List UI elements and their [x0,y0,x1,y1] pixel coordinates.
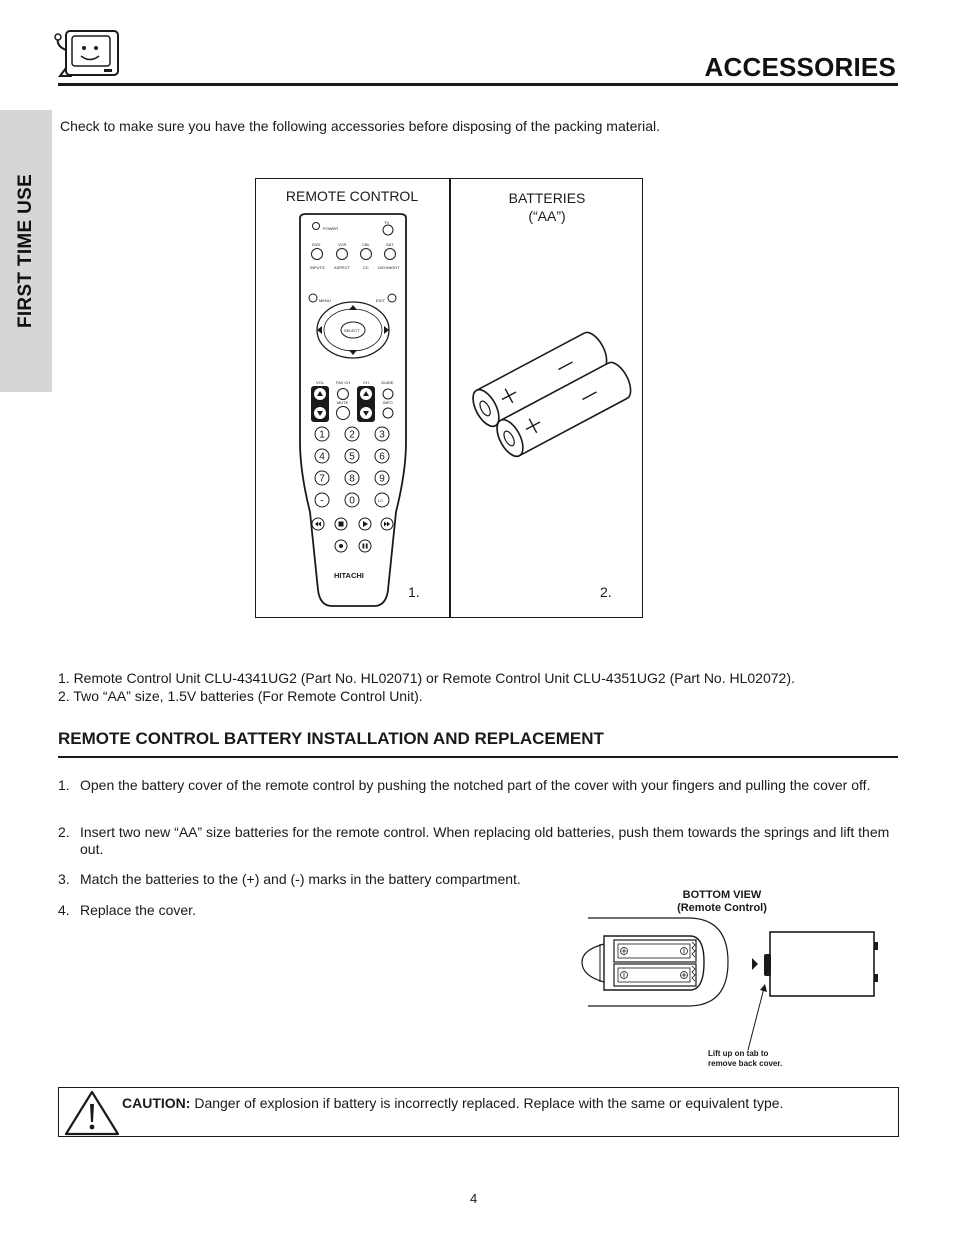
label-mute: MUTE [337,400,349,405]
label-input: INPUTS [310,265,325,270]
digit-label: 4 [319,451,325,463]
caution-message: Danger of explosion if battery is incorrectly replaced. Replace with the same or equivalent type. [190,1095,784,1111]
remote-control-illustration [296,212,410,610]
label-last-ch: LC [378,498,384,503]
label-tv: TV [384,220,390,225]
remote-brand: HITACHI [334,571,364,580]
batteries-caption [470,189,624,225]
step-text: Replace the cover. [80,902,196,918]
batteries-caption-line1: BATTERIES [508,190,586,206]
label-day-night: DAY/NIGHT [378,265,400,270]
side-tab-label: FIRST TIME USE [15,173,36,329]
mascot-tv-icon [52,28,122,80]
label-menu: MENU [319,298,331,303]
label-select: SELECT [344,328,360,333]
remote-number: 1. [408,584,420,600]
digit-label: 5 [349,451,355,463]
digit-label: 0 [349,495,355,507]
page-number: 4 [470,1191,478,1206]
note-item: 2. Two “AA” size, 1.5V batteries (For Remote Control Unit). [58,688,423,704]
digit-label: 1 [319,429,325,441]
batteries-number: 2. [600,584,612,600]
step-text: Match the batteries to the (+) and (-) marks in the battery compartment. [80,871,521,887]
accessories-divider [449,178,451,618]
label-exit: EXIT [376,298,385,303]
step-number: 1. [58,777,70,793]
digit-label: - [320,495,324,507]
caution-label: CAUTION: [122,1095,191,1111]
label-dvd: DVD [312,242,321,247]
label-cbl: CBL [362,242,370,247]
label-vcr: VCR [338,242,347,247]
digit-label: 7 [319,473,325,485]
accessory-notes [58,669,795,705]
label-ch: CH [363,380,369,385]
intro-text: Check to make sure you have the following accessories before disposing of the packing material. [60,118,660,134]
batteries-illustration [468,330,638,470]
digit-label: 8 [349,473,355,485]
label-aspect: ASPECT [334,265,351,270]
bottom-view-label-line2: (Remote Control) [677,902,767,914]
step-number: 3. [58,871,70,887]
section-rule [58,756,898,758]
label-vol: VOL [316,380,325,385]
step-number: 2. [58,824,70,840]
digit-label: 6 [379,451,385,463]
digit-label: 9 [379,473,385,485]
step-2 [58,824,898,858]
warning-triangle-icon [64,1090,120,1136]
digit-label: 3 [379,429,385,441]
label-cc: CC [363,265,369,270]
label-power: POWER [323,226,339,231]
label-sat: SAT [386,242,394,247]
step-4 [58,902,458,919]
remote-caption: REMOTE CONTROL [285,188,419,204]
batteries-caption-line2: (“AA”) [528,208,566,224]
label-info: INFO [383,400,393,405]
step-text: Insert two new “AA” size batteries for the remote control. When replacing old batteries, push them towards the springs and lift them out. [80,824,890,857]
step-number: 4. [58,902,70,918]
tab-note-line1: Lift up on tab to [708,1049,769,1058]
page-title: ACCESSORIES [704,52,896,82]
bottom-view-label [662,889,782,915]
tab-note [708,1049,782,1069]
label-guide: GUIDE [381,380,394,385]
bottom-view-label-line1: BOTTOM VIEW [682,889,762,901]
bottom-view-illustration [578,914,882,1050]
digit-label: 2 [349,429,355,441]
step-text: Open the battery cover of the remote control by pushing the notched part of the cover with your fingers and pulling the cover off. [80,777,871,793]
side-tab [0,110,52,392]
section-heading: REMOTE CONTROL BATTERY INSTALLATION AND REPLACEMENT [58,729,604,748]
tab-note-line2: remove back cover. [708,1059,783,1068]
caution-text [122,1095,783,1111]
title-rule [58,83,898,86]
label-fav-ch: FAV CH [336,380,351,385]
note-item: 1. Remote Control Unit CLU-4341UG2 (Part No. HL02071) or Remote Control Unit CLU-4351UG2 (Part No. HL02072). [58,670,795,686]
step-1 [58,777,898,794]
step-3 [58,871,618,888]
